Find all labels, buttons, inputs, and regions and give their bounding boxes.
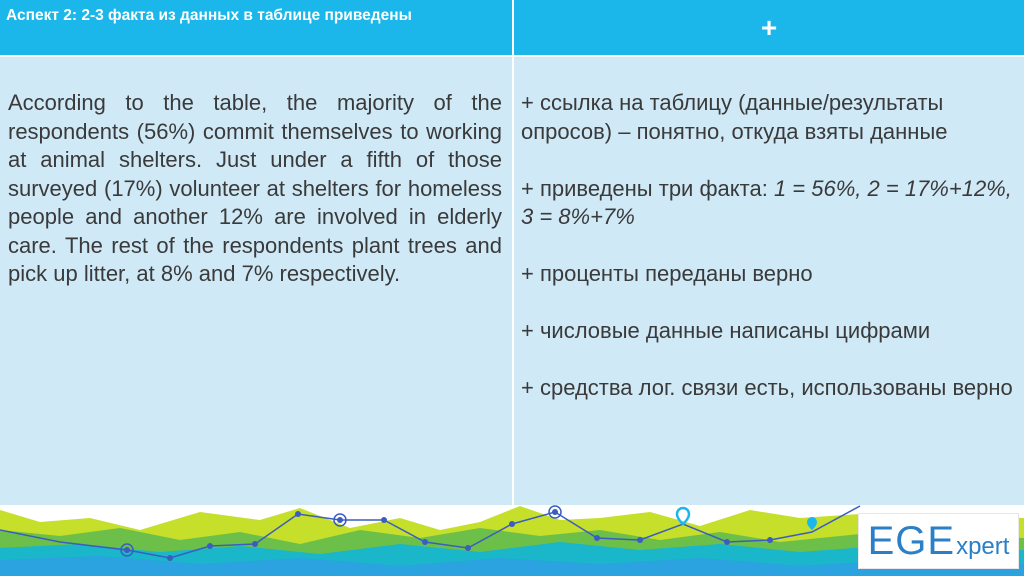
criterion-text: + приведены три факта: — [521, 175, 774, 201]
egexpert-logo — [858, 513, 1019, 569]
criterion-text: + средства лог. связи есть, использованы верно — [521, 375, 1013, 400]
criteria-cell — [514, 57, 1024, 505]
logo-sub-text: xpert — [956, 533, 1010, 560]
logo-main-text: EGE — [867, 519, 956, 563]
criterion-facts: 1 = 56%, 2 = 17%+12%, 3 = 8%+7% — [521, 175, 1012, 229]
header-aspect-title: Аспект 2: 2-3 факта из данных в таблице приведены — [0, 0, 512, 55]
criterion-item — [521, 317, 1016, 346]
criterion-item — [521, 374, 1016, 403]
answer-text: According to the table, the majority of the respondents (56%) commit themselves to working at animal shelters. Just under a fifth of those surveyed (17%) volunteer at shelters for homeless people and another 12% are involved in elderly care. The rest of the respondents plant trees and pick up litter, at 8% and 7% respectively. — [8, 90, 502, 286]
criterion-item — [521, 175, 1016, 232]
answer-text-cell — [0, 57, 512, 505]
row-divider — [0, 55, 1024, 57]
criterion-text: + ссылка на таблицу (данные/результаты опросов) – понятно, откуда взяты данные — [521, 90, 948, 144]
criterion-item — [521, 89, 1016, 146]
criterion-item — [521, 260, 1016, 289]
header-plus-mark: + — [514, 0, 1024, 55]
criterion-text: + проценты переданы верно — [521, 261, 813, 286]
criterion-text: + числовые данные написаны цифрами — [521, 318, 931, 343]
column-divider — [512, 0, 514, 505]
